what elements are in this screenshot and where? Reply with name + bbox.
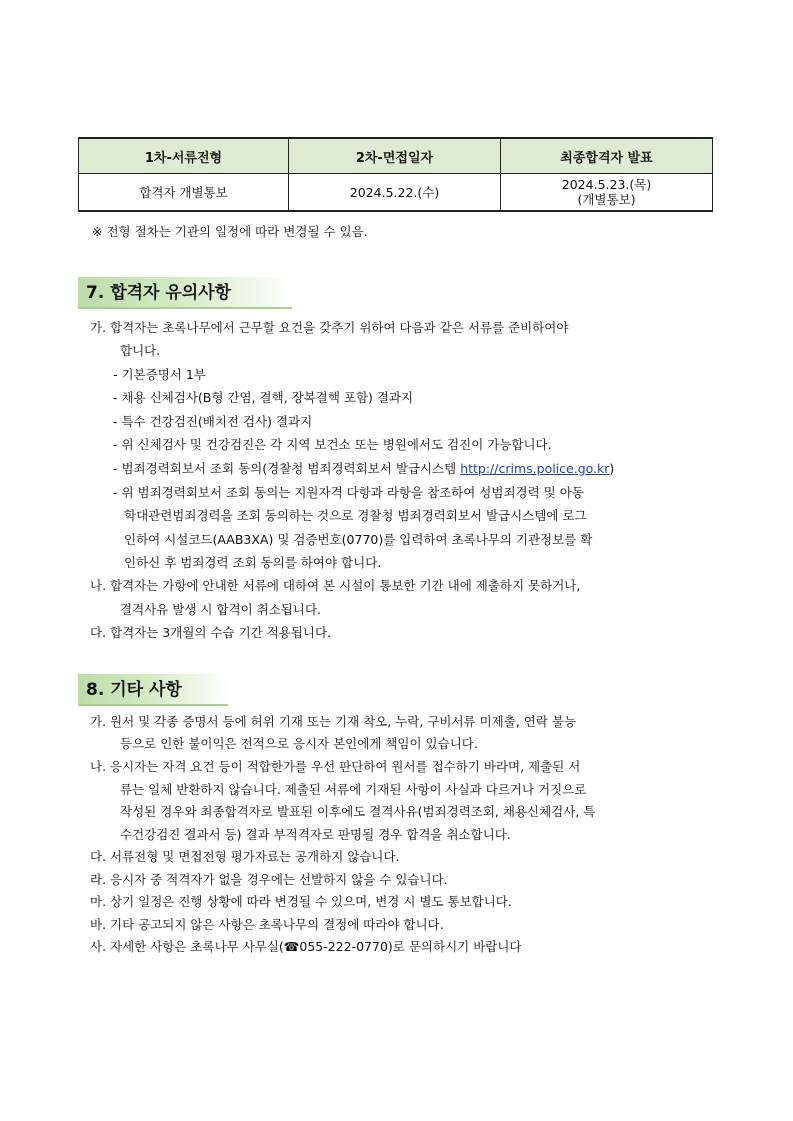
schedule-data-row [79,174,713,212]
s7-na-line1: 나. 합격자는 가항에 안내한 서류에 대하여 본 시설이 통보한 기간 내에 제출하지 못하거나, [90,578,581,593]
final-date: 2024.5.23.(목) [561,177,652,192]
s8-na-line2: 류는 일체 반환하지 않습니다. 제출된 서류에 기재된 사항이 사실과 다르거나 거짓으로 [120,782,587,797]
s7-item-1: - 기본증명서 1부 [113,367,206,382]
s7-item-4: - 위 신체검사 및 건강검진은 각 지역 보건소 또는 병원에서도 검진이 가능합니다. [113,437,552,452]
s7-crime-text: - 범죄경력회보서 조회 동의(경찰청 범죄경력회보서 발급시스템 [113,461,461,476]
s7-detail-3: 인하여 시설코드(AAB3XA) 및 검증번호(0770)를 입력하여 초록나무의 기관정보를 확 [124,532,593,547]
s7-detail-2: 학대관련범죄경력을 조회 동의하는 것으로 경찰청 범죄경력회보서 발급시스템에 로그 [124,508,587,523]
s7-ga-line1: 가. 합격자는 초록나무에서 근무할 요건을 갖추기 위하여 다음과 같은 서류를 준비하여야 [90,320,569,335]
s7-ga-line2: 합니다. [120,343,161,358]
cell-final-announcement [501,174,713,212]
schedule-note: ※ 전형 절차는 기관의 일정에 따라 변경될 수 있음. [92,224,368,239]
s8-ra: 라. 응시자 중 적격자가 없을 경우에는 선발하지 않을 수 있습니다. [90,872,448,887]
schedule-table [78,137,713,212]
cell-document-result: 합격자 개별통보 [79,174,289,212]
s8-da: 다. 서류전형 및 면접전형 평가자료는 공개하지 않습니다. [90,849,400,864]
header-final-announcement: 최종합격자 발표 [501,138,713,174]
final-method: (개별통보) [577,192,636,207]
section-8-title: 8. 기타 사항 [78,674,228,706]
s7-item-2: - 채용 신체검사(B형 간염, 결핵, 장복결핵 포함) 결과지 [113,390,414,405]
s7-crime-close: ) [609,461,615,476]
s8-ga-line1: 가. 원서 및 각종 증명서 등에 허위 기재 또는 기재 착오, 누락, 구비서류 미제출, 연락 불능 [90,714,577,729]
s7-detail-1: - 위 범죄경력회보서 조회 동의는 지원자격 다항과 라항을 참조하여 성범죄경력 및 아동 [113,485,584,500]
s8-sa: 사. 자세한 사항은 초록나무 사무실(☎055-222-0770)로 문의하시기 바랍니다 [90,939,522,954]
s7-crime-consent [113,461,614,477]
section-7-title: 7. 합격자 유의사항 [78,277,292,309]
s8-na-line1: 나. 응시자는 자격 요건 등이 적합한가를 우선 판단하여 원서를 접수하기 바라며, 제출된 서 [90,759,581,774]
s7-item-3: - 특수 건강검진(배치전 검사) 결과지 [113,414,313,429]
s8-na-line4: 수건강검진 결과서 등) 결과 부적격자로 판명될 경우 합격을 취소합니다. [120,827,511,842]
schedule-header-row [79,138,713,174]
cell-interview-date: 2024.5.22.(수) [289,174,501,212]
header-document-screening: 1차-서류전형 [79,138,289,174]
s7-na-line2: 결격사유 발생 시 합격이 취소됩니다. [120,602,321,617]
header-interview-date: 2차-면접일자 [289,138,501,174]
s8-ba: 바. 기타 공고되지 않은 사항은 초록나무의 결정에 따라야 합니다. [90,917,444,932]
s7-detail-4: 인하신 후 범죄경력 조회 동의를 하여야 합니다. [124,555,382,570]
s7-da: 다. 합격자는 3개월의 수습 기간 적용됩니다. [90,625,332,640]
s8-ma: 마. 상기 일정은 진행 상황에 따라 변경될 수 있으며, 변경 시 별도 통보합니다. [90,894,512,909]
s8-ga-line2: 등으로 인한 불이익은 전적으로 응시자 본인에게 책임이 있습니다. [120,736,478,751]
s8-na-line3: 작성된 경우와 최종합격자로 발표된 이후에도 결격사유(범죄경력조회, 채용신체검사, 특 [120,804,596,819]
crims-link[interactable]: http://crims.police.go.kr [460,461,610,476]
